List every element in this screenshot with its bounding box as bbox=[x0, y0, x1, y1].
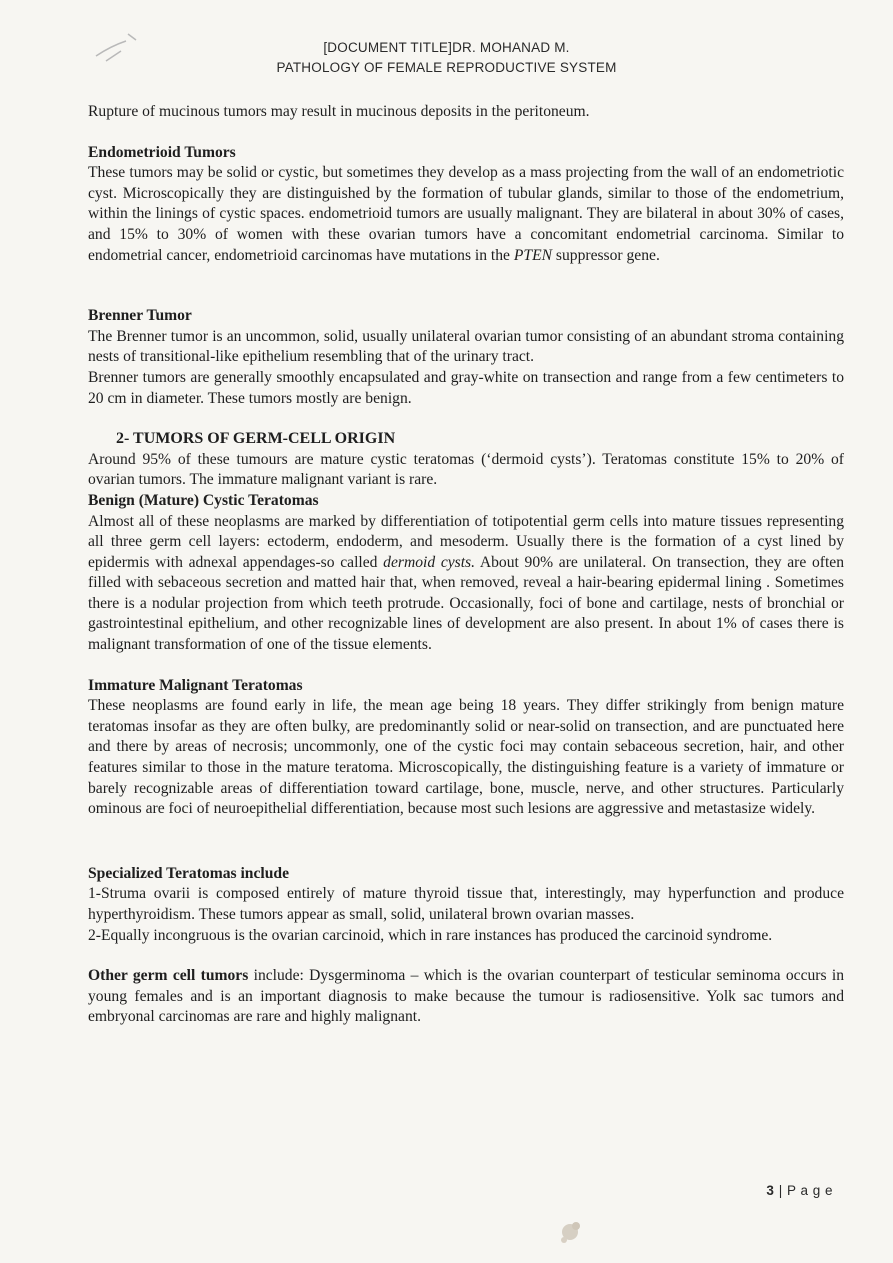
header-subtitle: PATHOLOGY OF FEMALE REPRODUCTIVE SYSTEM bbox=[276, 60, 617, 75]
dermoid-term: dermoid cysts. bbox=[383, 553, 476, 571]
document-header bbox=[0, 38, 893, 78]
section-title-specialized-teratomas: Specialized Teratomas include bbox=[88, 864, 289, 882]
page-number: 3 bbox=[766, 1183, 775, 1198]
endometrioid-paragraph: These tumors may be solid or cystic, but sometimes they develop as a mass projecting from the wall of an endometriotic cyst. Microscopically they are distinguished by the formation of tubular glands, similar to those of the endometrium, within the linings of cystic spaces. endometrioid tumors are usually malignant. They are bilateral in about 30% of cases, and 15% to 30% of women with these ovarian tumors have a concomitant endometrial carcinoma. Similar to endometrial cancer, endometrioid carcinomas have mutations in the PTEN suppressor gene. bbox=[88, 164, 844, 264]
other-germ-cell-title: Other germ cell tumors bbox=[88, 967, 249, 985]
specialized-paragraph-1: 1-Struma ovarii is composed entirely of mature thyroid tissue that, interestingly, may hyperfunction and produce hyperthyroidism. These tumors appear as small, solid, unilateral brown ovarian masses. bbox=[88, 885, 844, 923]
page-footer bbox=[766, 1183, 833, 1198]
brenner-paragraph-1: The Brenner tumor is an uncommon, solid, usually unilateral ovarian tumor consisting of an abundant stroma containing nests of transitional-like epithelium resembling that of the urinary tract. bbox=[88, 327, 844, 366]
header-title: [DOCUMENT TITLE]DR. MOHANAD M. bbox=[323, 40, 570, 55]
section-title-benign-teratoma: Benign (Mature) Cystic Teratomas bbox=[88, 491, 319, 509]
other-germ-cell-paragraph: Other germ cell tumors include: Dysgerminoma – which is the ovarian counterpart of testicular seminoma occurs in young females and is an important diagnosis to make because the tumour is radiosensitive. Yolk sac tumors and embryonal carcinomas are rare and highly malignant. bbox=[88, 967, 844, 1026]
brenner-paragraph-2: Brenner tumors are generally smoothly encapsulated and gray-white on transection and range from a few centimeters to 20 cm in diameter. These tumors mostly are benign. bbox=[88, 368, 844, 407]
section-title-immature-teratoma: Immature Malignant Teratomas bbox=[88, 676, 303, 694]
section-title-endometrioid: Endometrioid Tumors bbox=[88, 143, 236, 161]
footer-separator: | bbox=[774, 1183, 787, 1198]
immature-teratoma-paragraph: These neoplasms are found early in life, the mean age being 18 years. They differ strikingly from benign mature teratomas insofar as they are often bulky, are predominantly solid or near-solid on transection, and are punctuated here and there by areas of necrosis; uncommonly, one of the cystic foci may contain sebaceous secretion, hair, and other features similar to those in the mature teratoma. Microscopically, the distinguishing feature is a variety of immature or barely recognizable areas of differentiation toward cartilage, bone, muscle, nerve, and other structures. Particularly ominous are foci of neuroepithelial differentiation, because most such lesions are aggressive and metastasize widely. bbox=[88, 697, 844, 818]
scan-mark-bottom bbox=[552, 1212, 592, 1252]
section-title-germ-cell: 2- TUMORS OF GERM-CELL ORIGIN bbox=[116, 430, 396, 448]
section-title-brenner: Brenner Tumor bbox=[88, 307, 192, 325]
document-body bbox=[88, 102, 844, 1028]
germ-cell-paragraph: Around 95% of these tumours are mature cystic teratomas (‘dermoid cysts’). Teratomas constitute 15% to 20% of ovarian tumors. The immature malignant variant is rare. bbox=[88, 450, 844, 489]
specialized-paragraph-2: 2-Equally incongruous is the ovarian carcinoid, which in rare instances has produced the carcinoid syndrome. bbox=[88, 926, 773, 944]
gene-name: PTEN bbox=[513, 246, 553, 264]
intro-paragraph: Rupture of mucinous tumors may result in mucinous deposits in the peritoneum. bbox=[88, 103, 590, 120]
benign-teratoma-paragraph: Almost all of these neoplasms are marked by differentiation of totipotential germ cells into mature tissues representing all three germ cell layers: ectoderm, endoderm, and mesoderm. Usually there is the formation of a cyst lined by epidermis with adnexal appendages-so called dermoid cysts. About 90% are unilateral. On transection, they are often filled with sebaceous secretion and matted hair that, when removed, reveal a hair-bearing epidermal lining . Sometimes there is a nodular projection from which teeth protrude. Occasionally, foci of bone and cartilage, nests of bronchial or gastrointestinal epithelium, and other recognizable lines of development are also present. In about 1% of cases there is malignant transformation of one of the tissue elements. bbox=[88, 512, 844, 654]
page-label: P a g e bbox=[786, 1183, 833, 1198]
